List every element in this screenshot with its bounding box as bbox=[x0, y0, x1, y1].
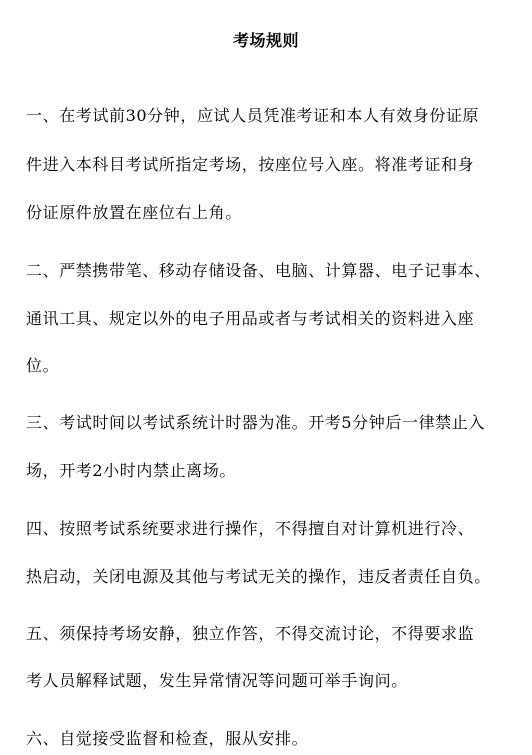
page-title: 考场规则 bbox=[232, 31, 299, 50]
rule-5-line-1: 五、须保持考场安静，独立作答，不得交流讨论，不得要求监 bbox=[26, 624, 475, 643]
rule-1-line-2: 件进入本科目考试所指定考场，按座位号入座。将准考证和身 bbox=[26, 155, 475, 174]
rule-5-line-2: 考人员解释试题，发生异常情况等问题可举手询问。 bbox=[26, 671, 408, 690]
rule-3-line-2: 场，开考2小时内禁止离场。 bbox=[26, 461, 236, 480]
rule-3-line-1: 三、考试时间以考试系统计时器为准。开考5分钟后一律禁止入 bbox=[26, 413, 485, 432]
rule-6-line-1: 六、自觉接受监督和检查，服从安排。 bbox=[26, 729, 309, 748]
rule-4-line-2: 热启动，关闭电源及其他与考试无关的操作，违反者责任自负。 bbox=[26, 567, 491, 586]
rule-2-line-1: 二、严禁携带笔、移动存储设备、电脑、计算器、电子记事本、 bbox=[26, 261, 491, 280]
rule-1-line-1: 一、在考试前30分钟，应试人员凭准考证和本人有效身份证原 bbox=[26, 106, 480, 125]
rule-2-line-2: 通讯工具、规定以外的电子用品或者与考试相关的资料进入座 bbox=[26, 309, 475, 328]
rule-4-line-1: 四、按照考试系统要求进行操作，不得擅自对计算机进行冷、 bbox=[26, 519, 475, 538]
rule-2-line-3: 位。 bbox=[26, 356, 60, 375]
rule-1-line-3: 份证原件放置在座位右上角。 bbox=[26, 203, 242, 222]
